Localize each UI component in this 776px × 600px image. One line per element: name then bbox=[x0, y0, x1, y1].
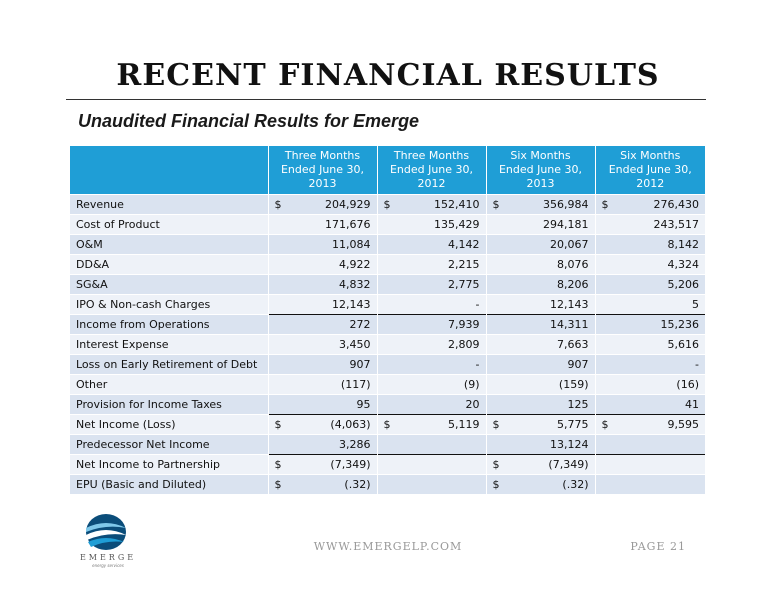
table-cell bbox=[268, 475, 377, 495]
table-cell bbox=[268, 435, 377, 455]
cell-value: - bbox=[475, 298, 480, 311]
row-label: Revenue bbox=[70, 195, 268, 215]
table-row bbox=[70, 195, 705, 215]
row-label: Income from Operations bbox=[70, 315, 268, 335]
cell-value: 11,084 bbox=[332, 238, 371, 251]
cell-value: 20 bbox=[465, 398, 480, 411]
cell-value: 4,142 bbox=[448, 238, 480, 251]
cell-value: 20,067 bbox=[550, 238, 589, 251]
table-cell bbox=[486, 475, 595, 495]
table-cell bbox=[268, 235, 377, 255]
table-row bbox=[70, 375, 705, 395]
currency-symbol: $ bbox=[274, 418, 282, 431]
currency-symbol: $ bbox=[274, 478, 282, 491]
table-cell bbox=[377, 415, 486, 435]
title-divider bbox=[66, 99, 706, 100]
table-cell bbox=[268, 355, 377, 375]
table-row bbox=[70, 395, 705, 415]
cell-value: 356,984 bbox=[543, 198, 589, 211]
cell-value: 907 bbox=[349, 358, 371, 371]
subtitle: Unaudited Financial Results for Emerge bbox=[78, 111, 420, 131]
table-cell bbox=[377, 375, 486, 395]
cell-value: 5 bbox=[692, 298, 699, 311]
footer-website-link[interactable]: WWW.EMERGELP.COM bbox=[313, 540, 463, 553]
table-cell bbox=[268, 215, 377, 235]
cell-value: 4,922 bbox=[339, 258, 371, 271]
cell-value: 5,775 bbox=[557, 418, 589, 431]
column-header: Six Months Ended June 30, 2012 bbox=[595, 146, 705, 195]
row-label: Net Income to Partnership bbox=[70, 455, 268, 475]
cell-value: 5,616 bbox=[667, 338, 699, 351]
table-row bbox=[70, 315, 705, 335]
logo-tagline: energy services bbox=[92, 563, 124, 568]
cell-value: 8,076 bbox=[557, 258, 589, 271]
column-header bbox=[70, 146, 268, 195]
table-cell bbox=[268, 395, 377, 415]
financial-results-table bbox=[70, 146, 705, 494]
table-cell bbox=[595, 195, 705, 215]
table-cell bbox=[377, 195, 486, 215]
currency-symbol: $ bbox=[274, 198, 282, 211]
row-label: Net Income (Loss) bbox=[70, 415, 268, 435]
cell-value: 3,286 bbox=[339, 438, 371, 451]
cell-value: 125 bbox=[567, 398, 589, 411]
cell-value: 4,324 bbox=[667, 258, 699, 271]
table-cell bbox=[268, 415, 377, 435]
cell-value: 2,215 bbox=[448, 258, 480, 271]
cell-value: 15,236 bbox=[660, 318, 699, 331]
table-cell bbox=[377, 255, 486, 275]
currency-symbol: $ bbox=[601, 418, 609, 431]
cell-value: (7,349) bbox=[330, 458, 371, 471]
table-cell bbox=[377, 335, 486, 355]
cell-value: 7,939 bbox=[448, 318, 480, 331]
cell-value: (117) bbox=[340, 378, 371, 391]
table-cell bbox=[377, 435, 486, 455]
table-cell bbox=[595, 415, 705, 435]
table-row bbox=[70, 455, 705, 475]
table-cell bbox=[595, 355, 705, 375]
table-cell bbox=[595, 295, 705, 315]
table-cell bbox=[377, 235, 486, 255]
cell-value: 276,430 bbox=[653, 198, 699, 211]
cell-value: 171,676 bbox=[325, 218, 371, 231]
table-cell bbox=[377, 275, 486, 295]
row-label: EPU (Basic and Diluted) bbox=[70, 475, 268, 495]
cell-value: 2,775 bbox=[448, 278, 480, 291]
table-row bbox=[70, 435, 705, 455]
logo-wordmark: EMERGE bbox=[79, 553, 137, 562]
table-cell bbox=[595, 215, 705, 235]
cell-value: 14,311 bbox=[550, 318, 589, 331]
cell-value: (.32) bbox=[344, 478, 371, 491]
cell-value: 204,929 bbox=[325, 198, 371, 211]
table-cell bbox=[377, 395, 486, 415]
cell-value: 8,206 bbox=[557, 278, 589, 291]
column-header: Six Months Ended June 30, 2013 bbox=[486, 146, 595, 195]
cell-value: 243,517 bbox=[653, 218, 699, 231]
table-row bbox=[70, 355, 705, 375]
currency-symbol: $ bbox=[601, 198, 609, 211]
table-cell bbox=[486, 235, 595, 255]
table-cell bbox=[486, 255, 595, 275]
table-row bbox=[70, 335, 705, 355]
row-label: Loss on Early Retirement of Debt bbox=[70, 355, 268, 375]
table-cell bbox=[595, 335, 705, 355]
column-header: Three Months Ended June 30, 2013 bbox=[268, 146, 377, 195]
cell-value: (159) bbox=[558, 378, 589, 391]
table-cell bbox=[377, 475, 486, 495]
cell-value: 8,142 bbox=[667, 238, 699, 251]
row-label: DD&A bbox=[70, 255, 268, 275]
cell-value: 152,410 bbox=[434, 198, 480, 211]
table-cell bbox=[268, 375, 377, 395]
table-cell bbox=[268, 315, 377, 335]
row-label: SG&A bbox=[70, 275, 268, 295]
cell-value: (4,063) bbox=[330, 418, 371, 431]
currency-symbol: $ bbox=[383, 198, 391, 211]
table-cell bbox=[595, 235, 705, 255]
table-cell bbox=[377, 355, 486, 375]
table-cell bbox=[595, 435, 705, 455]
table-cell bbox=[595, 315, 705, 335]
cell-value: 907 bbox=[567, 358, 589, 371]
table-cell bbox=[486, 375, 595, 395]
table-cell bbox=[486, 435, 595, 455]
table-cell bbox=[377, 295, 486, 315]
table-cell bbox=[377, 215, 486, 235]
table-cell bbox=[486, 195, 595, 215]
table-cell bbox=[486, 455, 595, 475]
table-cell bbox=[595, 475, 705, 495]
table-cell bbox=[486, 215, 595, 235]
table-cell bbox=[486, 335, 595, 355]
cell-value: 5,119 bbox=[448, 418, 480, 431]
cell-value: (7,349) bbox=[548, 458, 589, 471]
cell-value: 7,663 bbox=[557, 338, 589, 351]
cell-value: 12,143 bbox=[332, 298, 371, 311]
row-label: O&M bbox=[70, 235, 268, 255]
cell-value: 294,181 bbox=[543, 218, 589, 231]
table-cell bbox=[486, 355, 595, 375]
row-label: IPO & Non-cash Charges bbox=[70, 295, 268, 315]
table-cell bbox=[268, 455, 377, 475]
cell-value: 9,595 bbox=[667, 418, 699, 431]
currency-symbol: $ bbox=[383, 418, 391, 431]
currency-symbol: $ bbox=[492, 198, 500, 211]
table-cell bbox=[268, 295, 377, 315]
table-cell bbox=[486, 415, 595, 435]
table-cell bbox=[486, 395, 595, 415]
cell-value: 41 bbox=[685, 398, 699, 411]
cell-value: 95 bbox=[356, 398, 371, 411]
table-row bbox=[70, 415, 705, 435]
table-cell bbox=[268, 335, 377, 355]
table-cell bbox=[595, 455, 705, 475]
cell-value: 12,143 bbox=[550, 298, 589, 311]
cell-value: 2,809 bbox=[448, 338, 480, 351]
table-row bbox=[70, 255, 705, 275]
page-number: PAGE 21 bbox=[630, 540, 686, 553]
row-label: Predecessor Net Income bbox=[70, 435, 268, 455]
row-label: Interest Expense bbox=[70, 335, 268, 355]
currency-symbol: $ bbox=[492, 458, 500, 471]
cell-value: 4,832 bbox=[339, 278, 371, 291]
table-cell bbox=[595, 275, 705, 295]
table-row bbox=[70, 275, 705, 295]
cell-value: - bbox=[695, 358, 699, 371]
currency-symbol: $ bbox=[492, 418, 500, 431]
row-label: Other bbox=[70, 375, 268, 395]
cell-value: 272 bbox=[349, 318, 371, 331]
row-label: Provision for Income Taxes bbox=[70, 395, 268, 415]
table-row bbox=[70, 215, 705, 235]
cell-value: (16) bbox=[676, 378, 699, 391]
cell-value: (.32) bbox=[562, 478, 589, 491]
column-header: Three Months Ended June 30, 2012 bbox=[377, 146, 486, 195]
table-cell bbox=[377, 315, 486, 335]
table-cell bbox=[595, 375, 705, 395]
cell-value: 5,206 bbox=[667, 278, 699, 291]
page-title: RECENT FINANCIAL RESULTS bbox=[116, 58, 660, 93]
table-cell bbox=[486, 275, 595, 295]
table-cell bbox=[595, 255, 705, 275]
cell-value: 3,450 bbox=[339, 338, 371, 351]
cell-value: (9) bbox=[463, 378, 480, 391]
currency-symbol: $ bbox=[274, 458, 282, 471]
table-row bbox=[70, 295, 705, 315]
table-row bbox=[70, 235, 705, 255]
row-label: Cost of Product bbox=[70, 215, 268, 235]
currency-symbol: $ bbox=[492, 478, 500, 491]
cell-value: 13,124 bbox=[550, 438, 589, 451]
table-cell bbox=[486, 315, 595, 335]
table-cell bbox=[486, 295, 595, 315]
table-cell bbox=[268, 275, 377, 295]
table-cell bbox=[595, 395, 705, 415]
cell-value: 135,429 bbox=[434, 218, 480, 231]
table-cell bbox=[268, 195, 377, 215]
table-cell bbox=[377, 455, 486, 475]
cell-value: - bbox=[475, 358, 480, 371]
table-header-row bbox=[70, 146, 705, 195]
table-cell bbox=[268, 255, 377, 275]
table-row bbox=[70, 475, 705, 495]
